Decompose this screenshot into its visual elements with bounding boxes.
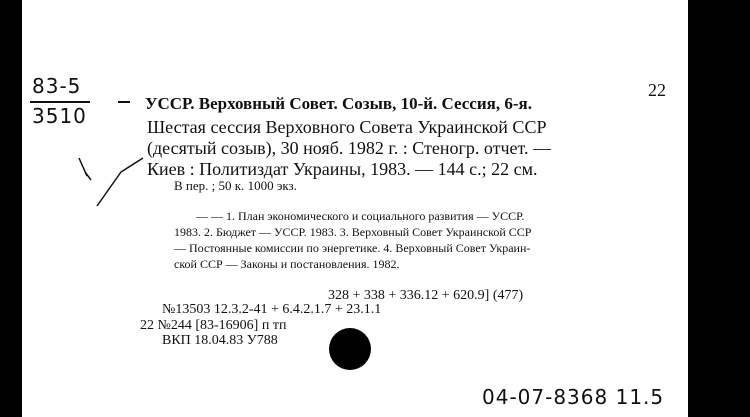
classification-line-1: 328 + 338 + 336.12 + 620.9] (477) bbox=[328, 288, 524, 303]
card-number: 22 bbox=[648, 80, 666, 100]
subject-note-line: — — 1. План экономического и социального развития — УССР. bbox=[196, 209, 525, 223]
card-heading: УССР. Верховный Совет. Созыв, 10-й. Сессия, 6-я. bbox=[145, 94, 532, 113]
title-line-2: (десятый созыв), 30 нояб. 1982 г. : Стеногр. отчет. — bbox=[147, 138, 552, 158]
shelfmark-divider bbox=[30, 101, 90, 103]
punch-hole bbox=[329, 328, 371, 370]
subject-note-line: — Постоянные комиссии по энергетике. 4. Верховный Совет Украин- bbox=[174, 241, 531, 255]
vkp-line: ВКП 18.04.83 У788 bbox=[162, 333, 278, 348]
title-line-3: Киев : Политиздат Украины, 1983. — 144 с.; 22 см. bbox=[147, 159, 538, 179]
catalog-card bbox=[22, 0, 688, 417]
classification-line-2: №13503 12.3.2-41 + 6.4.2.1.7 + 23.1.1 bbox=[162, 302, 382, 317]
shelfmark-dash bbox=[118, 101, 130, 103]
title-line-1: Шестая сессия Верховного Совета Украинской ССР bbox=[147, 117, 547, 137]
subject-note-line: 1983. 2. Бюджет — УССР. 1983. 3. Верховный Совет Украинской ССР bbox=[174, 225, 532, 239]
format-line: В пер. ; 50 к. 1000 экз. bbox=[174, 178, 297, 193]
shelfmark-bottom: 3510 bbox=[32, 104, 87, 128]
handwritten-pen-mark bbox=[77, 150, 147, 210]
shelfmark-top: 83-5 bbox=[32, 74, 82, 98]
subject-notes bbox=[174, 208, 694, 272]
subject-note-line: ской ССР — Законы и постановления. 1982. bbox=[174, 257, 400, 271]
order-line: 22 №244 [83-16906] п тп bbox=[140, 318, 287, 333]
date-stamp: 04-07-8368 11.5 bbox=[482, 385, 665, 409]
